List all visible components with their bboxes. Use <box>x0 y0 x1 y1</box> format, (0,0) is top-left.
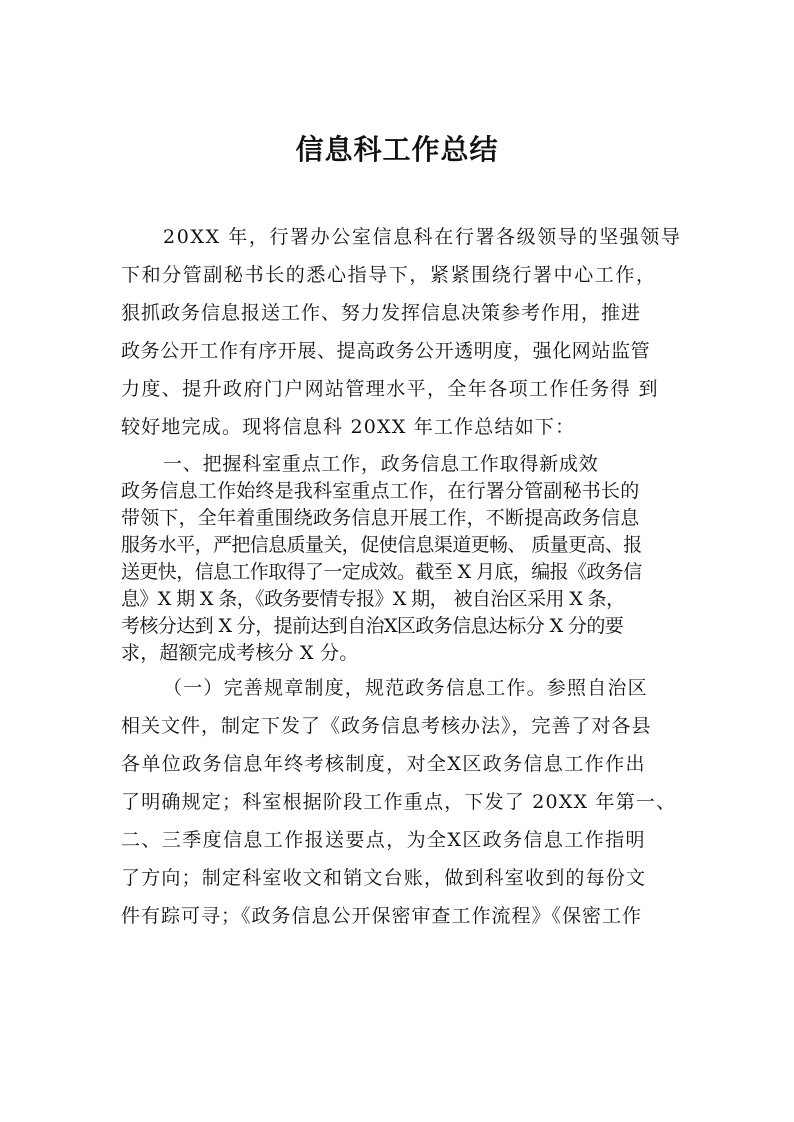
section-line: 求，超额完成考核分 X 分。 <box>121 642 359 664</box>
subsection-line: （一）完善规章制度，规范政务信息工作。参照自治区 <box>163 677 648 699</box>
intro-line: 下和分管副秘书长的悉心指导下，紧紧围绕行署中心工作， <box>121 264 657 286</box>
subsection-line: 二、三季度信息工作报送要点，为全X区政务信息工作指明 <box>121 829 646 851</box>
section-heading: 一、把握科室重点工作，政务信息工作取得新成效 <box>163 453 599 475</box>
section-line: 政务信息工作始终是我科室重点工作，在行署分管副秘书长的 <box>121 480 640 502</box>
document-title: 信息科工作总结 <box>295 133 499 166</box>
section-line: 考核分达到 X 分，提前达到自治X区政务信息达标分 X 分的要 <box>121 615 624 637</box>
section-line: 服务水平，严把信息质量关，促使信息渠道更畅、 质量更高、报 <box>121 534 642 556</box>
intro-line: 狠抓政务信息报送工作、努力发挥信息决策参考作用，推进 <box>121 302 642 324</box>
subsection-line: 件有踪可寻；《政务信息公开保密审查工作流程》《保密工作 <box>121 905 643 927</box>
intro-line: 较好地完成。现将信息科 20XX 年工作总结如下： <box>121 416 576 438</box>
intro-line: 20XX 年，行署办公室信息科在行署各级领导的坚强领导 <box>163 226 682 248</box>
intro-line: 力度、提升政府门户网站管理水平，全年各项工作任务得 到 <box>121 378 659 400</box>
subsection-line: 各单位政务信息年终考核制度，对全X区政务信息工作作出 <box>121 753 646 775</box>
section-line: 带领下，全年着重围绕政务信息开展工作，不断提高政务信息 <box>121 507 640 529</box>
subsection-line: 了方向；制定科室收文和销文台账，做到科室收到的每份文 <box>121 867 647 889</box>
subsection-line: 了明确规定；科室根据阶段工作重点，下发了 20XX 年第一、 <box>121 791 677 813</box>
intro-line: 政务公开工作有序开展、提高政务公开透明度，强化网站监管 <box>121 340 651 362</box>
section-line: 息》X 期 X 条，《政务要情专报》X 期， 被自治区采用 X 条， <box>121 588 625 610</box>
subsection-line: 相关文件，制定下发了《政务信息考核办法》，完善了对各县 <box>121 715 652 737</box>
section-line: 送更快，信息工作取得了一定成效。截至 X 月底，编报《政务信 <box>121 561 642 583</box>
